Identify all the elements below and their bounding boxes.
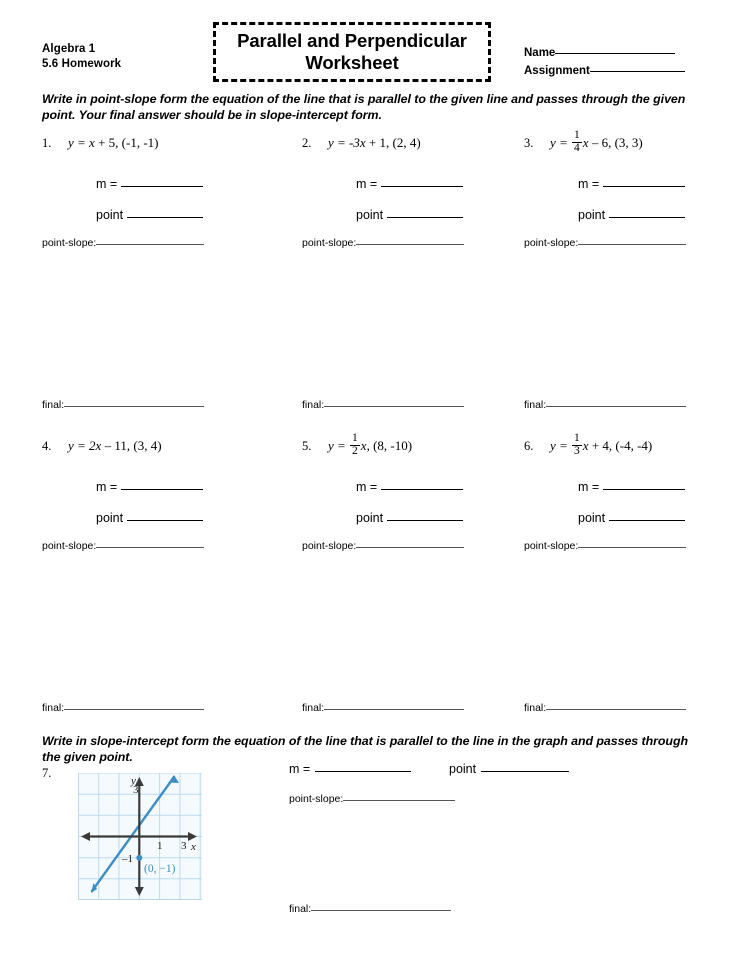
point-annotation-label: (0, −1) xyxy=(144,863,176,875)
problem-6-m-blank[interactable] xyxy=(603,489,685,490)
point-label: point xyxy=(578,511,606,525)
problem-7-final-blank[interactable] xyxy=(311,910,451,911)
point-label: point xyxy=(356,511,384,525)
page-title xyxy=(237,30,467,74)
problem-4-point-slope-blank[interactable] xyxy=(96,547,204,548)
point-label: point xyxy=(356,208,384,222)
eq-point: , (3, 3) xyxy=(608,135,643,150)
problem-3-stem xyxy=(524,131,749,157)
eq-point: , (3, 4) xyxy=(126,438,162,453)
fraction-numerator: 1 xyxy=(352,432,358,445)
problem-4-point-blank[interactable] xyxy=(127,520,203,521)
problem-2-number: 2. xyxy=(302,136,312,150)
eq-rest: – 6 xyxy=(591,135,609,150)
eq-rest: + 5 xyxy=(98,135,116,150)
problem-2-point-slope-blank[interactable] xyxy=(356,244,464,245)
svg-text:3: 3 xyxy=(133,784,139,796)
problem-1-m-blank[interactable] xyxy=(121,186,203,187)
point-label: point xyxy=(96,511,124,525)
final-label: final: xyxy=(42,702,65,714)
name-label: Name xyxy=(524,47,556,59)
problem-5-stem xyxy=(302,434,532,460)
problem-4 xyxy=(42,434,272,714)
fraction-numerator: 1 xyxy=(574,432,580,445)
instructions-part-1: Write in point-slope form the equation of the line that is parallel to the given line and passes through the given point. Your final answer should be in slope-intercept form. xyxy=(42,92,686,122)
course-name: Algebra 1 xyxy=(42,43,96,55)
eq-slope: -3x xyxy=(349,135,366,150)
problem-6-point-slope-row xyxy=(524,540,686,552)
problem-7-m-blank[interactable] xyxy=(315,771,411,772)
problem-6 xyxy=(524,432,749,714)
problem-3-final-row xyxy=(524,399,686,411)
point-label: point xyxy=(449,762,477,776)
eq-slope: 2x xyxy=(89,438,102,453)
problem-5-final-blank[interactable] xyxy=(324,709,464,710)
eq-lhs: y = xyxy=(68,135,86,150)
problem-7-point-blank[interactable] xyxy=(481,771,569,772)
problem-1-slope-row xyxy=(96,177,203,191)
instructions-part-2: Write in slope-intercept form the equation of the line that is parallel to the line in the graph and passes through the given point. xyxy=(42,734,688,764)
point-slope-label: point-slope: xyxy=(289,793,344,805)
problem-6-point-slope-blank[interactable] xyxy=(578,547,686,548)
problem-7-point-row xyxy=(449,762,569,776)
problem-1-point-slope-blank[interactable] xyxy=(96,244,204,245)
m-label: m = xyxy=(578,480,600,494)
problem-7-point-slope-blank[interactable] xyxy=(343,800,455,801)
eq-slope: x xyxy=(582,438,589,453)
problem-1-equation xyxy=(68,132,159,154)
m-label: m = xyxy=(96,177,118,191)
name-field-row xyxy=(524,44,685,62)
page-title-line-1: Parallel and Perpendicular xyxy=(237,30,467,51)
final-label: final: xyxy=(302,399,325,411)
problem-4-final-blank[interactable] xyxy=(64,709,204,710)
title-box xyxy=(213,22,491,82)
fraction-denominator: 2 xyxy=(352,445,358,457)
eq-fraction xyxy=(572,433,582,457)
final-label: final: xyxy=(42,399,65,411)
assignment-number: 5.6 Homework xyxy=(42,58,122,70)
problem-5-point-row xyxy=(356,511,463,525)
problem-2-stem xyxy=(302,131,532,157)
fraction-numerator: 1 xyxy=(574,129,580,142)
problem-5-point-slope-row xyxy=(302,540,464,552)
problem-7-number: 7. xyxy=(42,766,52,780)
problem-1-point-blank[interactable] xyxy=(127,217,203,218)
eq-rest: + 4 xyxy=(591,438,609,453)
m-label: m = xyxy=(578,177,600,191)
problem-3-point-slope-row xyxy=(524,237,686,249)
point-slope-label: point-slope: xyxy=(302,237,357,249)
problem-1-final-blank[interactable] xyxy=(64,406,204,407)
eq-lhs: y = xyxy=(328,438,346,453)
problem-7-final-row xyxy=(289,903,451,915)
problem-5 xyxy=(302,432,532,714)
svg-text:x: x xyxy=(191,841,196,853)
eq-lhs: y = xyxy=(328,135,346,150)
coordinate-plane-svg xyxy=(78,773,202,900)
eq-rest: – 11 xyxy=(104,438,127,453)
page-title-line-2: Worksheet xyxy=(305,52,399,73)
eq-slope: x xyxy=(582,135,589,150)
problem-6-final-blank[interactable] xyxy=(546,709,686,710)
problem-3-m-blank[interactable] xyxy=(603,186,685,187)
m-label: m = xyxy=(289,762,311,776)
problem-1-number: 1. xyxy=(42,136,52,150)
eq-rest: + 1 xyxy=(368,135,386,150)
problem-2-slope-row xyxy=(356,177,463,191)
problem-4-m-blank[interactable] xyxy=(121,489,203,490)
point-label: point xyxy=(96,208,124,222)
problem-4-stem xyxy=(42,434,272,460)
problem-3 xyxy=(524,129,749,411)
problem-2-point-row xyxy=(356,208,463,222)
problem-3-number: 3. xyxy=(524,136,534,150)
problem-6-equation xyxy=(550,432,653,457)
problem-3-final-blank[interactable] xyxy=(546,406,686,407)
problem-7-slope-row xyxy=(289,762,411,776)
m-label: m = xyxy=(96,480,118,494)
problem-2 xyxy=(302,131,532,411)
assignment-write-in-line[interactable] xyxy=(590,71,685,72)
problem-6-point-row xyxy=(578,511,685,525)
final-label: final: xyxy=(289,903,312,915)
problem-1-point-slope-row xyxy=(42,237,204,249)
course-info xyxy=(42,42,121,72)
svg-text:–1: –1 xyxy=(122,853,133,865)
problem-3-point-slope-blank[interactable] xyxy=(578,244,686,245)
problem-5-m-blank[interactable] xyxy=(381,489,463,490)
problem-5-point-blank[interactable] xyxy=(387,520,463,521)
problem-6-stem xyxy=(524,434,749,460)
problem-3-point-row xyxy=(578,208,685,222)
problem-5-slope-row xyxy=(356,480,463,494)
problem-6-number: 6. xyxy=(524,439,534,453)
problem-4-point-row xyxy=(96,511,203,525)
point-label: point xyxy=(578,208,606,222)
problem-4-slope-row xyxy=(96,480,203,494)
fraction-denominator: 3 xyxy=(574,445,580,457)
final-label: final: xyxy=(524,702,547,714)
svg-text:y: y xyxy=(131,775,136,787)
problem-2-final-row xyxy=(302,399,464,411)
problem-2-equation xyxy=(328,132,421,154)
name-write-in-line[interactable] xyxy=(555,53,675,54)
final-label: final: xyxy=(302,702,325,714)
eq-point: , (2, 4) xyxy=(386,135,421,150)
problem-2-point-slope-row xyxy=(302,237,464,249)
assignment-field-row xyxy=(524,62,685,80)
eq-fraction xyxy=(572,130,582,154)
eq-slope: x xyxy=(89,135,95,150)
eq-lhs: y = xyxy=(68,438,86,453)
problem-5-number: 5. xyxy=(302,439,312,453)
problem-3-slope-row xyxy=(578,177,685,191)
problem-5-equation xyxy=(328,432,413,457)
problem-6-point-blank[interactable] xyxy=(609,520,685,521)
m-label: m = xyxy=(356,177,378,191)
problem-2-final-blank[interactable] xyxy=(324,406,464,407)
point-slope-label: point-slope: xyxy=(42,540,97,552)
problem-3-point-blank[interactable] xyxy=(609,217,685,218)
plotted-point xyxy=(136,855,142,861)
assignment-label: Assignment xyxy=(524,65,590,77)
problem-4-equation xyxy=(68,435,162,457)
problem-1 xyxy=(42,131,272,411)
m-label: m = xyxy=(356,480,378,494)
point-slope-label: point-slope: xyxy=(524,540,579,552)
problem-4-final-row xyxy=(42,702,204,714)
problem-4-point-slope-row xyxy=(42,540,204,552)
svg-text:1: 1 xyxy=(157,840,163,852)
problem-2-m-blank[interactable] xyxy=(381,186,463,187)
fraction-denominator: 4 xyxy=(574,142,580,154)
eq-point: , (8, -10) xyxy=(366,438,413,453)
point-slope-label: point-slope: xyxy=(302,540,357,552)
worksheet-header xyxy=(0,0,749,88)
problem-2-point-blank[interactable] xyxy=(387,217,463,218)
eq-slope: x xyxy=(360,438,367,453)
svg-text:3: 3 xyxy=(181,840,187,852)
point-slope-label: point-slope: xyxy=(524,237,579,249)
problem-7-graph xyxy=(78,773,202,900)
problem-5-point-slope-blank[interactable] xyxy=(356,547,464,548)
problem-3-equation xyxy=(550,129,643,154)
problem-1-final-row xyxy=(42,399,204,411)
eq-point: , (-4, -4) xyxy=(608,438,653,453)
problem-7-point-slope-row xyxy=(289,793,455,805)
student-info-block xyxy=(524,44,685,80)
problem-6-slope-row xyxy=(578,480,685,494)
final-label: final: xyxy=(524,399,547,411)
point-slope-label: point-slope: xyxy=(42,237,97,249)
problem-5-final-row xyxy=(302,702,464,714)
eq-lhs: y = xyxy=(550,438,568,453)
problem-4-number: 4. xyxy=(42,439,52,453)
eq-point: , (-1, -1) xyxy=(115,135,159,150)
problem-1-stem xyxy=(42,131,272,157)
problem-1-point-row xyxy=(96,208,203,222)
problem-6-final-row xyxy=(524,702,686,714)
eq-lhs: y = xyxy=(550,135,568,150)
eq-fraction xyxy=(350,433,360,457)
